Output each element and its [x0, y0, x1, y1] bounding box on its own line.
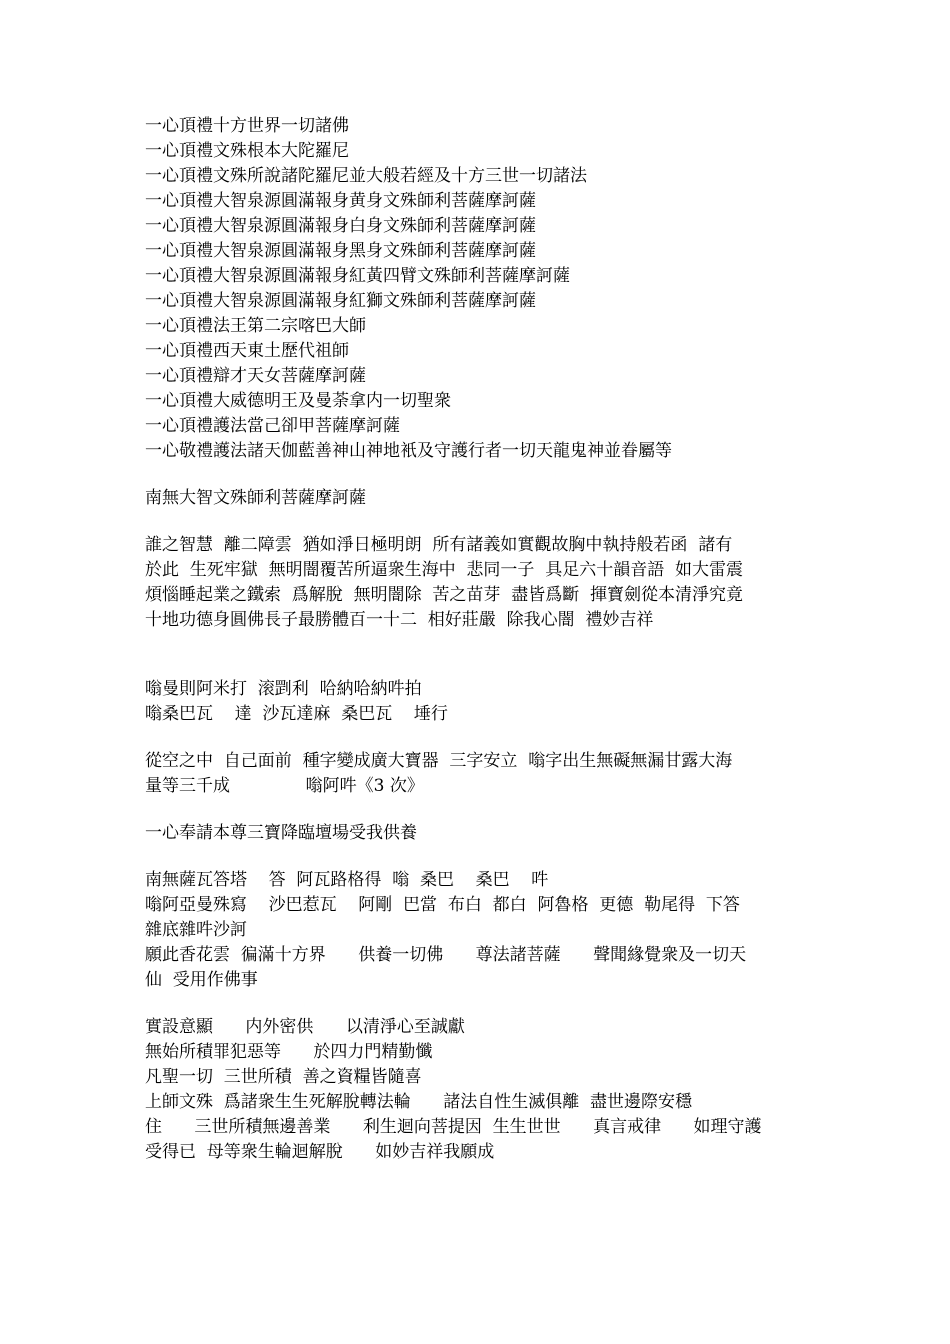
offering-line: 雜底雜吽沙訶	[145, 920, 247, 940]
visualization-line: 從空之中 自己面前 種字變成廣大寶器 三字安立 嗡字出生無礙無漏甘露大海	[145, 751, 733, 771]
invitation-section	[145, 821, 810, 846]
dedication-line: 受得已 母等衆生輪迴解脫 如妙吉祥我願成	[145, 1142, 495, 1162]
invitation-line: 一心奉請本尊三寶降臨壇場受我供養	[145, 823, 417, 843]
namo-line: 南無大智文殊師利菩薩摩訶薩	[145, 488, 366, 508]
homage-line: 一心頂禮文殊所說諸陀羅尼並大般若經及十方三世一切諸法	[145, 166, 587, 186]
homage-line: 一心頂禮大智泉源圓滿報身黄身文殊師利菩薩摩訶薩	[145, 191, 536, 211]
praise-line: 十地功德身圓佛長子最勝體百一十二 相好莊嚴 除我心闇 禮妙吉祥	[145, 610, 654, 630]
offering-line: 南無薩瓦答塔 答 阿瓦路格得 嗡 桑巴 桑巴 吽	[145, 870, 549, 890]
homage-line: 一心頂禮法王第二宗喀巴大師	[145, 316, 366, 336]
homage-line: 一心頂禮西天東土歷代祖師	[145, 341, 349, 361]
visualization-section	[145, 749, 810, 799]
mantra-line: 嗡曼則阿米打 滚㓻利 哈納哈納吽拍	[145, 679, 422, 699]
namo-section	[145, 486, 810, 511]
homage-line: 一心頂禮大智泉源圓滿報身黑身文殊師利菩薩摩訶薩	[145, 241, 536, 261]
dedication-line: 無始所積罪犯惡等 於四力門精勤懺	[145, 1042, 433, 1062]
spacer	[145, 511, 810, 533]
spacer	[145, 846, 810, 868]
homage-line: 一心頂禮大智泉源圓滿報身紅獅文殊師利菩薩摩訶薩	[145, 291, 536, 311]
praise-line: 煩惱睡起業之鐵索 爲解脫 無明闇除 苦之苗芽 盡皆爲斷 揮寶劍從本清淨究竟	[145, 585, 744, 605]
homage-line: 一心頂禮文殊根本大陀羅尼	[145, 141, 349, 161]
spacer	[145, 727, 810, 749]
dedication-line: 凡聖一切 三世所積 善之資糧皆隨喜	[145, 1067, 422, 1087]
spacer	[145, 993, 810, 1015]
offering-line: 嗡阿亞曼殊寫 沙巴惹瓦 阿剛 巴當 布白 都白 阿魯格 更德 勒尾得 下答	[145, 895, 740, 915]
homage-line: 一心頂禮大智泉源圓滿報身紅黃四臂文殊師利菩薩摩訶薩	[145, 266, 570, 286]
document-page	[145, 114, 810, 1165]
mantra-section	[145, 677, 810, 727]
dedication-section	[145, 1015, 810, 1165]
praise-line: 誰之智慧 離二障雲 猶如淨日極明朗 所有諸義如實觀故胸中執持般若函 諸有	[145, 535, 733, 555]
homage-line: 一心敬禮護法諸天伽藍善神山神地衹及守護行者一切天龍鬼神並眷屬等	[145, 441, 672, 461]
dedication-line: 住 三世所積無邊善業 利生迴向菩提因 生生世世 真言戒律 如理守護	[145, 1117, 762, 1137]
offering-section	[145, 868, 810, 993]
spacer	[145, 464, 810, 486]
dedication-line: 實設意顯 内外密供 以清淨心至誠獻	[145, 1017, 465, 1037]
homage-line: 一心頂禮十方世界一切諸佛	[145, 116, 349, 136]
homage-line: 一心頂禮護法當己卻甲菩薩摩訶薩	[145, 416, 400, 436]
praise-section	[145, 533, 810, 633]
offering-line: 仙 受用作佛事	[145, 970, 258, 990]
visualization-line: 量等三千成 嗡阿吽《3 次》	[145, 776, 424, 796]
offering-line: 願此香花雲 徧滿十方界 供養一切佛 尊法諸菩薩 聲聞緣覺衆及一切天	[145, 945, 747, 965]
dedication-line: 上師文殊 爲諸衆生生死解脫轉法輪 諸法自性生滅俱離 盡世邊際安穩	[145, 1092, 693, 1112]
homage-section	[145, 114, 810, 464]
praise-line: 於此 生死牢獄 無明闇覆苦所逼衆生海中 悲同一子 具足六十韻音語 如大雷震	[145, 560, 744, 580]
spacer	[145, 633, 810, 677]
homage-line: 一心頂禮大威德明王及曼荼拿内一切聖衆	[145, 391, 451, 411]
mantra-line: 嗡桑巴瓦 達 沙瓦達麻 桑巴瓦 埵行	[145, 704, 448, 724]
homage-line: 一心頂禮辯才天女菩薩摩訶薩	[145, 366, 366, 386]
homage-line: 一心頂禮大智泉源圓滿報身白身文殊師利菩薩摩訶薩	[145, 216, 536, 236]
spacer	[145, 799, 810, 821]
